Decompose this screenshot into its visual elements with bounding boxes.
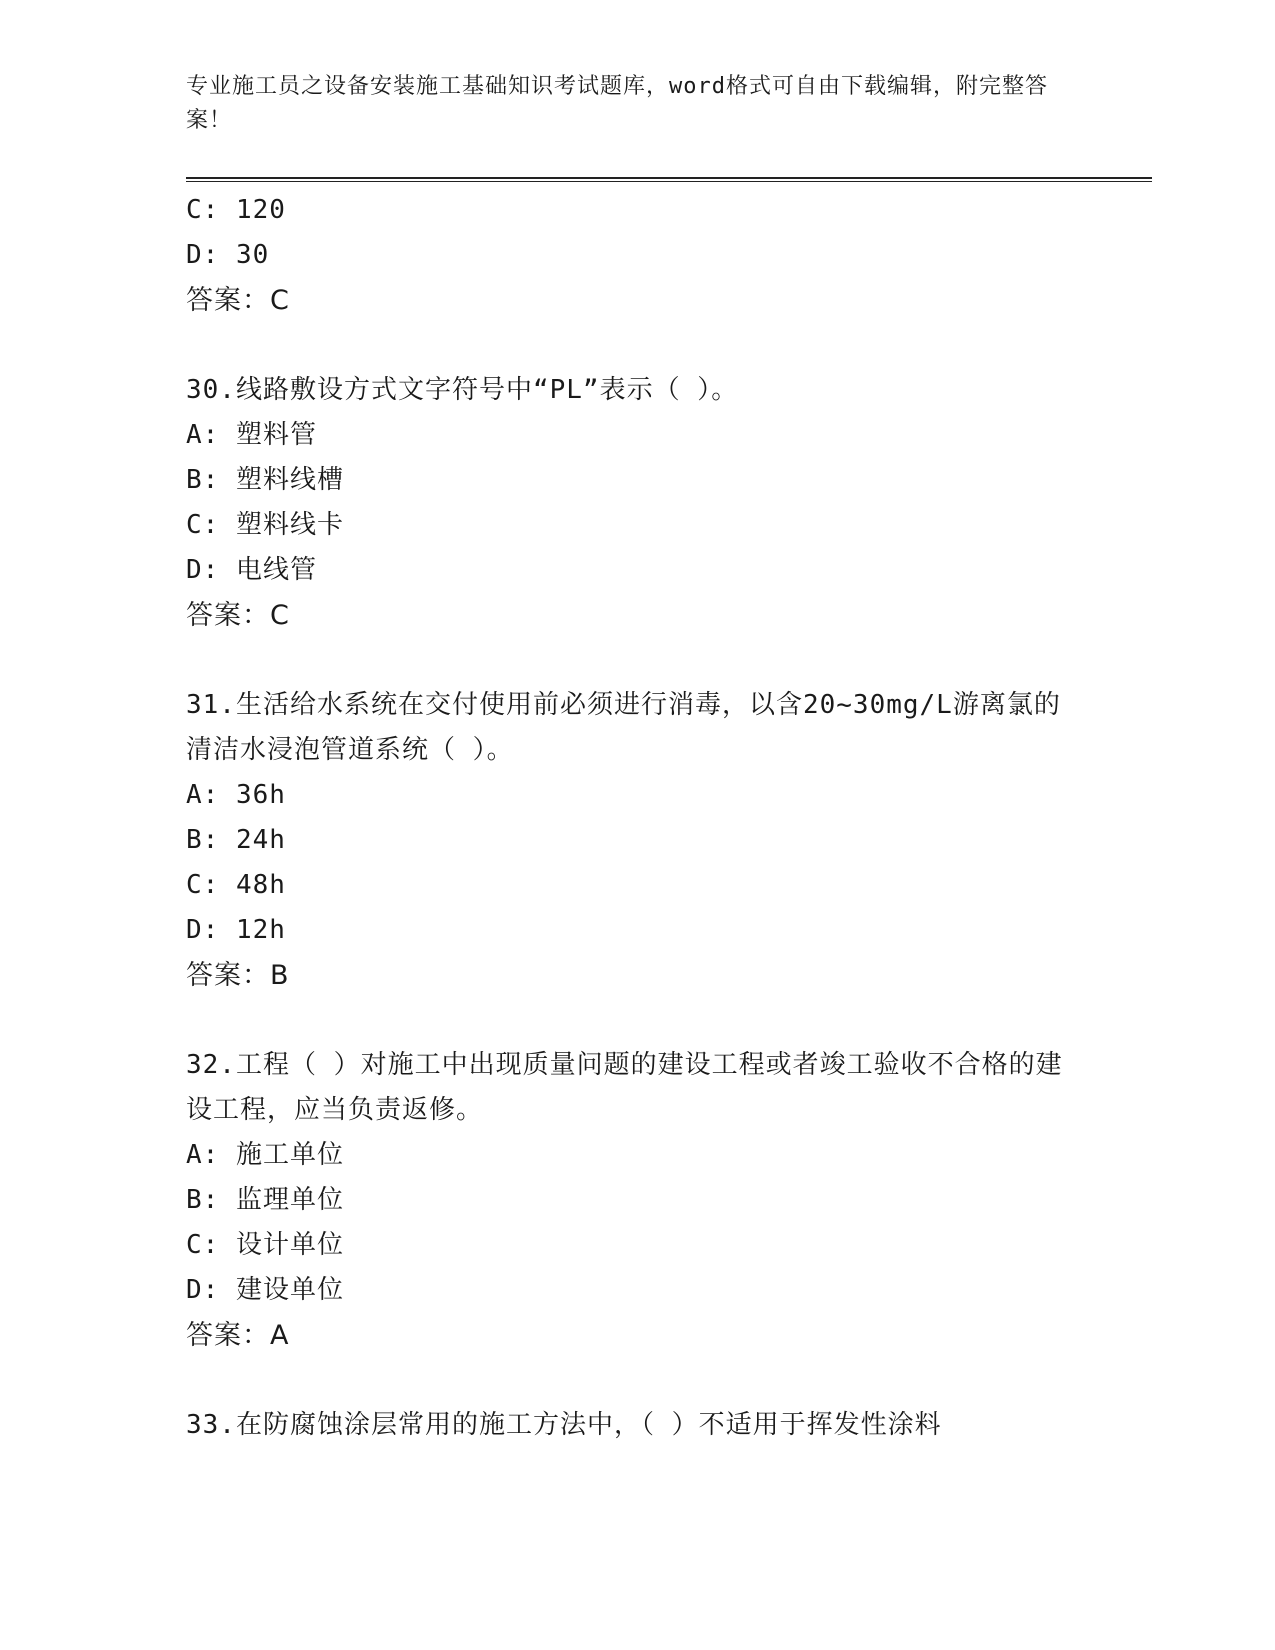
header-divider [186,177,1152,182]
option-d: D: 电线管 [186,555,317,585]
answer-line: 答案：B [186,960,290,991]
option-a: A: 36h [186,780,286,810]
spacer [186,323,1086,368]
option-b: B: 监理单位 [186,1185,344,1215]
option-c: C: 塑料线卡 [186,510,344,540]
option-c: C: 120 [186,195,286,225]
option-c: C: 48h [186,870,286,900]
option-c: C: 设计单位 [186,1230,344,1260]
question-32 [186,1043,1086,1358]
option-b: B: 24h [186,825,286,855]
spacer [186,1358,1086,1403]
question-31 [186,683,1086,998]
option-a: A: 塑料管 [186,420,317,450]
question-33 [186,1403,1086,1448]
option-d: D: 12h [186,915,286,945]
question-text: 32.工程（ ）对施工中出现质量问题的建设工程或者竣工验收不合格的建设工程，应当负责返修。 [186,1050,1063,1125]
question-30 [186,368,1086,638]
option-d: D: 30 [186,240,270,270]
question-text: 31.生活给水系统在交付使用前必须进行消毒，以含20~30mg/L游离氯的清洁水浸泡管道系统（ ）。 [186,690,1061,765]
option-a: A: 施工单位 [186,1140,344,1170]
question-text: 30.线路敷设方式文字符号中“PL”表示（ ）。 [186,375,739,405]
option-d: D: 建设单位 [186,1275,344,1305]
document-body [186,188,1086,1448]
question-29-tail [186,188,1086,323]
answer-line: 答案：C [186,600,290,631]
option-b: B: 塑料线槽 [186,465,344,495]
spacer [186,638,1086,683]
spacer [186,998,1086,1043]
answer-line: 答案：C [186,285,290,316]
document-header: 专业施工员之设备安装施工基础知识考试题库，word格式可自由下载编辑，附完整答案！ [186,74,1048,133]
question-text: 33.在防腐蚀涂层常用的施工方法中，（ ）不适用于挥发性涂料 [186,1410,942,1440]
answer-line: 答案：A [186,1320,290,1351]
